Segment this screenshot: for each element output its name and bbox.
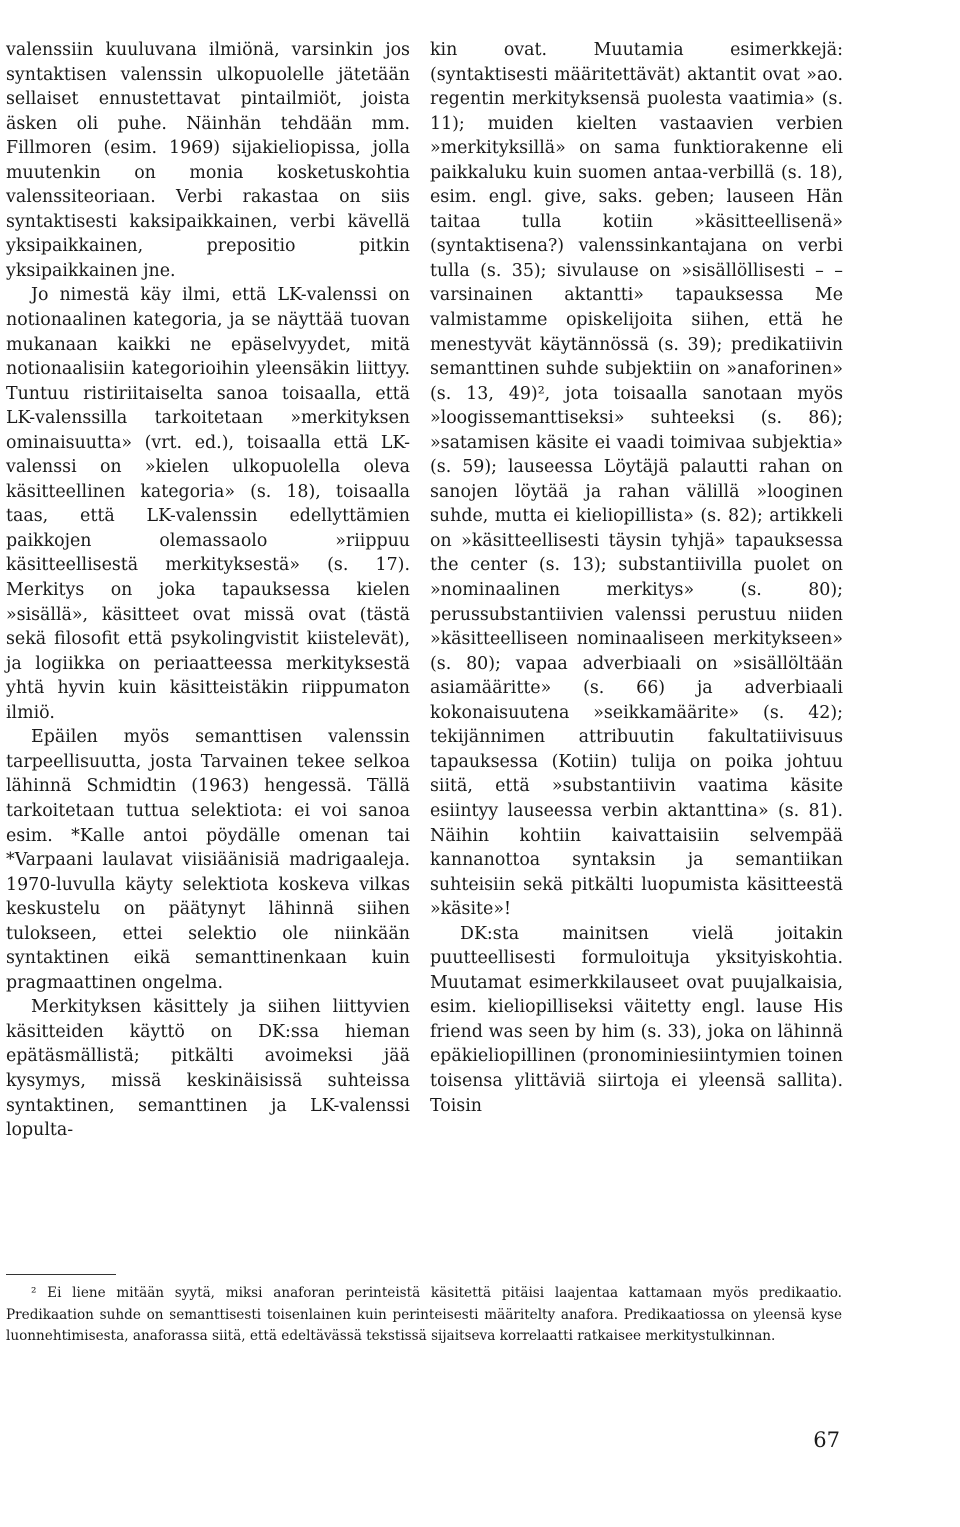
footnotes [6, 1283, 842, 1348]
page-number: 67 [813, 1428, 840, 1452]
left-text-column [6, 38, 410, 1143]
paragraph: Epäilen myös semanttisen valenssin tarpeellisuutta, josta Tarvainen tekee selkoa lähinnä Schmidtin (1963) hengessä. Tällä tarkoitetaan tuttua selektiota: ei voi sanoa esim. *Kalle antoi pöydälle omenan tai *Varpaani laulavat viisiäänisiä madrigaaleja. 1970-luvulla käyty selektiota koskeva vilkas keskustelu on päätynyt lähinnä siihen tulokseen, ettei selektio ole niinkään syntaktinen eikä semanttinenkaan kuin pragmaattinen ongelma. [6, 727, 410, 993]
paragraph: Merkityksen käsittely ja siihen liittyvien käsitteiden käyttö on DK:ssa hieman epätäsmällistä; pitkälti avoimeksi jää kysymys, missä keskinäisissä suhteissa syntaktinen, semanttinen ja LK-valenssi lopulta- [6, 997, 410, 1141]
footnote: ² Ei liene mitään syytä, miksi anaforan perinteistä käsitettä pitäisi laajentaa kattamaan myös predikaatio. Predikaation suhde on semanttisesti toisenlainen kuin perinteisesti määritelty anafora. Predikaatiossa on yleensä kyse luonnehtimisesta, anaforassa siitä, että edeltävässä tekstissä sijaitseva korrelaatti ratkaisee merkitystulkinnan. [6, 1285, 842, 1344]
paragraph: valenssiin kuuluvana ilmiönä, varsinkin jos syntaktisen valenssin ulkopuolelle jätetään sellaiset ennustettavat pintailmiöt, joista äsken oli puhe. Näinhän tehdään mm. Fillmoren (esim. 1969) sijakieliopissa, jolla muutenkin on monia kosketuskohtia valenssiteoriaan. Verbi rakastaa on siis syntaktisesti kaksipaikkainen, verbi kävellä yksipaikkainen, prepositio pitkin yksipaikkainen jne. [6, 40, 410, 281]
paragraph: Jo nimestä käy ilmi, että LK-valenssi on notionaalinen kategoria, ja se näyttää tuovan mukanaan kaikki ne epäselvyydet, mitä notionaalisiin kategorioihin yleensäkin liittyy. Tuntuu ristiriitaiselta sanoa toisaalla, että LK-valenssilla tarkoitetaan »merkityksen ominaisuutta» (vrt. ed.), toisaalla että LK-valenssi on »kielen ulkopuolella oleva käsitteellinen kategoria» (s. 18), toisaalla taas, että LK-valenssin edellyttämien paikkojen olemassaolo »riippuu käsitteellisestä merkityksestä» (s. 17). Merkitys on joka tapauksessa kielen »sisällä», käsitteet ovat missä ovat (tästä sekä filosofit että psykolingvistit kiistelevät), ja logiikka on periaatteessa merkityksestä yhtä hyvin kuin käsitteistäkin riippumaton ilmiö. [6, 285, 410, 723]
paragraph: kin ovat. Muutamia esimerkkejä: (syntaktisesti määritettävät) aktantit ovat »ao. regentin merkityksensä puolesta vaatimia» (s. 11); muiden kielten vastaavien verbien »merkityksillä» on sama funktiorakenne eli paikkaluku kuin suomen antaa-verbillä (s. 18), esim. engl. give, saks. geben; lauseen Hän taitaa tulla kotiin »käsitteellisenä» (syntaktisena?) valenssinkantajana on verbi tulla (s. 35); sivulause on »sisällöllisesti – – varsinainen aktantti» tapauksessa Me valmistamme opiskelijoita siihen, että he menestyvät käytännössä (s. 39); predikatiivin semanttinen suhde subjektiin on »anaforinen» (s. 13, 49)², jota toisaalla sanotaan myös »loogissemanttiseksi» suhteeksi (s. 86); »satamisen käsite ei vaadi toimivaa subjektia» (s. 59); lauseessa Löytäjä palautti rahan on sanojen löytää ja rahan välillä »looginen suhde, mutta ei kieliopillista» (s. 82); artikkeli on »käsitteellisesti täysin tyhjä» tapauksessa the center (s. 13); substantiivilla puolet on »nominaalinen merkitys» (s. 80); perussubstantiivien valenssi perustuu niiden »käsitteelliseen nominaaliseen merkitykseen» (s. 80); vapaa adverbiaali on »sisällöltään asiamääritte» (s. 66) ja adverbiaali kokonaisuutena »seikkamäärite» (s. 42); tekijännimen attribuutin fakultatiivisuus tapauksessa (Kotiin) tulija on poika johtuu siitä, että »substantiivin vaatima käsite esiintyy lauseessa verbin aktanttina» (s. 81). Näihin kohtiin kaivattaisiin selvempää kannanottoa syntaksin ja semantiikan suhteisiin sekä pitkälti luopumista käsitteestä »käsite»! [430, 40, 843, 920]
right-text-column [430, 38, 843, 1118]
paragraph: DK:sta mainitsen vielä joitakin puutteellisesti formuloituja yksityiskohtia. Muutamat esimerkkilauseet ovat puujalkaisia, esim. kieliopilliseksi väitetty engl. lause His friend was seen by him (s. 33), joka on lähinnä epäkieliopillinen (pronominiesiintymien toinen toisensa ylittäviä siirtoja ei yleensä sallita). Toisin [430, 923, 843, 1116]
footnote-divider [6, 1274, 116, 1275]
